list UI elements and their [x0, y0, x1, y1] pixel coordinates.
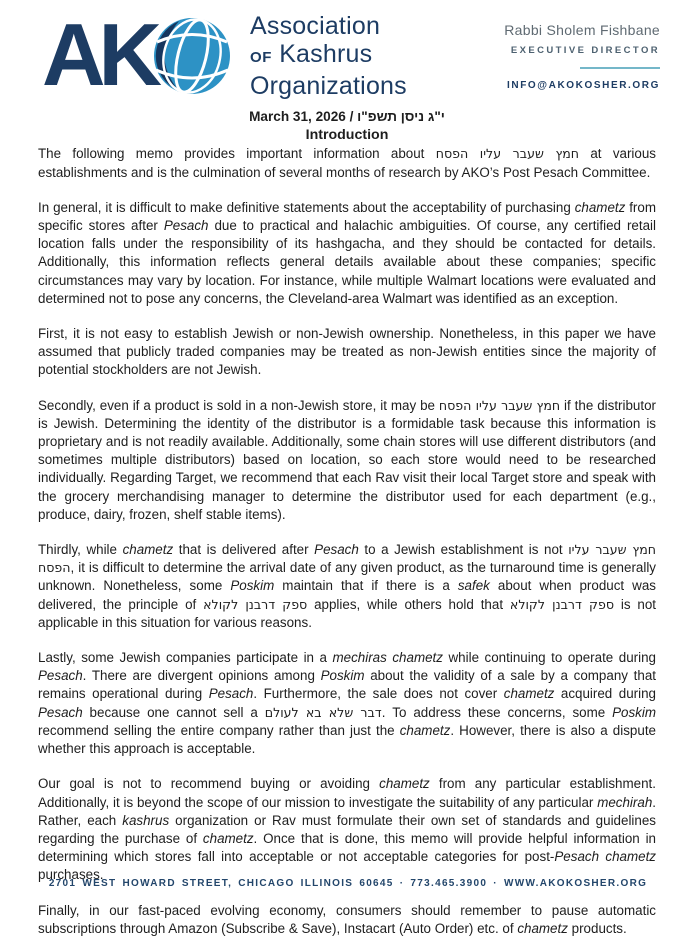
memo-paragraph: In general, it is difficult to make definitive statements about the acceptability of purchasing chametz from specific stores after Pesach due to practical and halachic ambiguities. Of course, any certified retail location falls under the responsibility of its hashgacha, and they should be contacted for details. Additionally, this information reflects general details available about these companies; specific circumstances may vary by location. For instance, while multiple Walmart locations were evaluated and determined not to pose any concerns, the Cleveland-area Walmart was identified as an exception. — [38, 199, 656, 306]
contact-divider — [580, 67, 660, 69]
logo-wordmark-line2 — [250, 40, 407, 72]
memo-paragraph: Our goal is not to recommend buying or avoiding chametz from any particular establishment. Additionally, it is beyond the scope of our mission to investigate the suitability of any particular mechirah. Rather, each kashrus organization or Rav must formulate their own set of standards and guidelines regarding the purchase of chametz. Once that is done, this memo will provide helpful information in determining which stores fall into acceptable or not acceptable categories for post-Pesach chametz purchases. — [38, 776, 656, 883]
memo-paragraph: First, it is not easy to establish Jewish or non-Jewish ownership. Nonetheless, in this paper we have assumed that publicly traded companies may be treated as non-Jewish entities since the majority of potential stockholders are not Jewish. — [38, 326, 656, 378]
hebrew-phrase: דבר שלא בא לעולם — [264, 704, 382, 720]
hebrew-phrase: חמץ שעבר עליו הפסח — [438, 397, 561, 413]
hebrew-phrase: חמץ שעבר עליו הפסח — [435, 146, 580, 162]
contact-title: EXECUTIVE DIRECTOR — [510, 45, 660, 56]
memo-title: Introduction — [305, 127, 389, 144]
memo-paragraph: Lastly, some Jewish companies participate in a mechiras chametz while continuing to operate during Pesach. There are divergent opinions among Poskim about the validity of a sale by a company that remains operational during Pesach. Furthermore, the sale does not cover chametz acquired during Pesach because one cannot sell a דבר שלא בא לעולם. To address these concerns, some Poskim recommend selling the entire company rather than just the chametz. However, there is also a dispute whether this approach is acceptable. — [38, 650, 657, 757]
logo-wordmark-line1: Association — [250, 12, 381, 40]
hebrew-phrase: חמץ שעבר עליו הפסח — [38, 542, 656, 576]
header — [0, 0, 696, 104]
contact-name: Rabbi Sholem Fishbane — [504, 22, 660, 38]
memo-date: March 31, 2026 / י"ג ניסן תשפ"ו — [249, 109, 445, 124]
memo-paragraph: The following memo provides important information about חמץ שעבר עליו הפסח at various establishments and is the culmination of several months of research by AKO’s Post Pesach Committee. — [38, 146, 656, 180]
logo-ak-letters: AK — [42, 5, 156, 104]
logo-wordmark-kashrus: Kashrus — [279, 40, 373, 68]
logo-wordmark — [250, 12, 407, 100]
ako-logo — [40, 5, 407, 104]
logo-wordmark-line3: Organizations — [250, 72, 407, 100]
memo-body — [38, 145, 656, 938]
memo-paragraph: Finally, in our fast-paced evolving economy, consumers should remember to pause automatic subscriptions through Amazon (Subscribe & Save), Instacart (Auto Order) etc. of chametz products. — [38, 902, 656, 936]
contact-email: INFO@AKOKOSHER.ORG — [507, 80, 660, 91]
logo-wordmark-of: OF — [250, 49, 273, 66]
memo — [38, 108, 656, 938]
hebrew-phrase: ספק דרבנן לקולא — [203, 596, 308, 612]
hebrew-phrase: ספק דרבנן לקולא — [509, 596, 614, 612]
ako-globe-icon — [40, 5, 240, 104]
footer-address: 2701 WEST HOWARD STREET, CHICAGO ILLINOIS 60645 · 773.465.3900 · WWW.AKOKOSHER.ORG — [48, 878, 648, 889]
memo-paragraph: Thirdly, while chametz that is delivered after Pesach to a Jewish establishment is not חמץ שעבר עליו הפסח, it is difficult to determine the arrival date of any given product, as the turnaround time is generally unknown. Nonetheless, some Poskim maintain that if there is a safek about when product was delivered, the principle of ספק דרבנן לקולא applies, while others hold that ספק דרבנן לקולא is not applicable in this situation for various reasons. — [38, 542, 656, 630]
contact-block — [504, 8, 660, 91]
memo-paragraph: Secondly, even if a product is sold in a non-Jewish store, it may be חמץ שעבר עליו הפסח if the distributor is Jewish. Determining the identity of the distributor is a formidable task because this information is proprietary and is not readily available. Additionally, some chain stores will use different distributors (and sometimes multiple distributors) based on location, so each store would need to be researched individually. Regarding Target, we recommend that each Rav visit their local Target store and speak with the grocery merchandising manager to determine the distributor used for each department (e.g., produce, dairy, frozen, shelf stable items). — [38, 397, 657, 522]
